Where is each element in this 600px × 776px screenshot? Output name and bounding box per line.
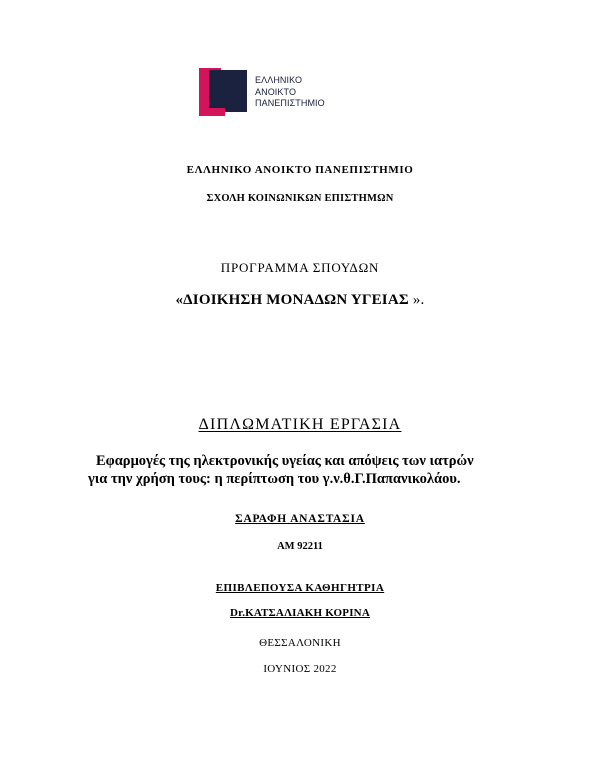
date: ΙΟΥΝΙΟΣ 2022: [263, 663, 337, 675]
logo-wordmark: [255, 75, 325, 110]
logo-line-2: ΑΝΟΙΚΤΟ: [255, 86, 297, 97]
thesis-title-line-1: Εφαρμογές της ηλεκτρονικής υγείας και απόψεις των ιατρών: [96, 453, 474, 469]
thesis-title: [88, 452, 528, 488]
supervisor-label: ΕΠΙΒΛΕΠΟΥΣΑ ΚΑΘΗΓΗΤΡΙΑ: [215, 582, 385, 594]
program-name-main: «ΔΙΟΙΚΗΣΗ ΜΟΝΑΔΩΝ ΥΓΕΙΑΣ: [175, 292, 409, 308]
city: ΘΕΣΣΑΛΟΝΙΚΗ: [259, 637, 341, 649]
program-name: [0, 292, 600, 309]
university-logo: [199, 68, 349, 116]
logo-line-1: ΕΛΛΗΝΙΚΟ: [255, 75, 303, 85]
thesis-title-line-2: για την χρήση τους: η περίπτωση του γ.ν.θ.Γ.Παπανικολάου.: [88, 471, 461, 487]
program-name-tail: ».: [408, 292, 425, 308]
supervisor-name: Dr.ΚΑΤΣΑΛΙΑΚΗ ΚΟΡΙΝΑ: [230, 607, 370, 619]
author-name: ΣΑΡΑΦΗ ΑΝΑΣΤΑΣΙΑ: [235, 513, 365, 525]
school-name: ΣΧΟΛΗ ΚΟΙΝΩΝΙΚΩΝ ΕΠΙΣΤΗΜΩΝ: [206, 193, 394, 204]
student-id: ΑΜ 92211: [277, 541, 323, 552]
program-label: ΠΡΟΓΡΑΜΜΑ ΣΠΟΥΔΩΝ: [220, 260, 380, 275]
university-name: ΕΛΛΗΝΙΚΟ ΑΝΟΙΚΤΟ ΠΑΝΕΠΙΣΤΗΜΙΟ: [186, 164, 414, 176]
logo-emblem-icon: [199, 68, 251, 116]
thesis-label: ΔΙΠΛΩΜΑΤΙΚΗ ΕΡΓΑΣΙΑ: [198, 416, 402, 433]
logo-line-3: ΠΑΝΕΠΙΣΤΗΜΙΟ: [255, 98, 325, 108]
